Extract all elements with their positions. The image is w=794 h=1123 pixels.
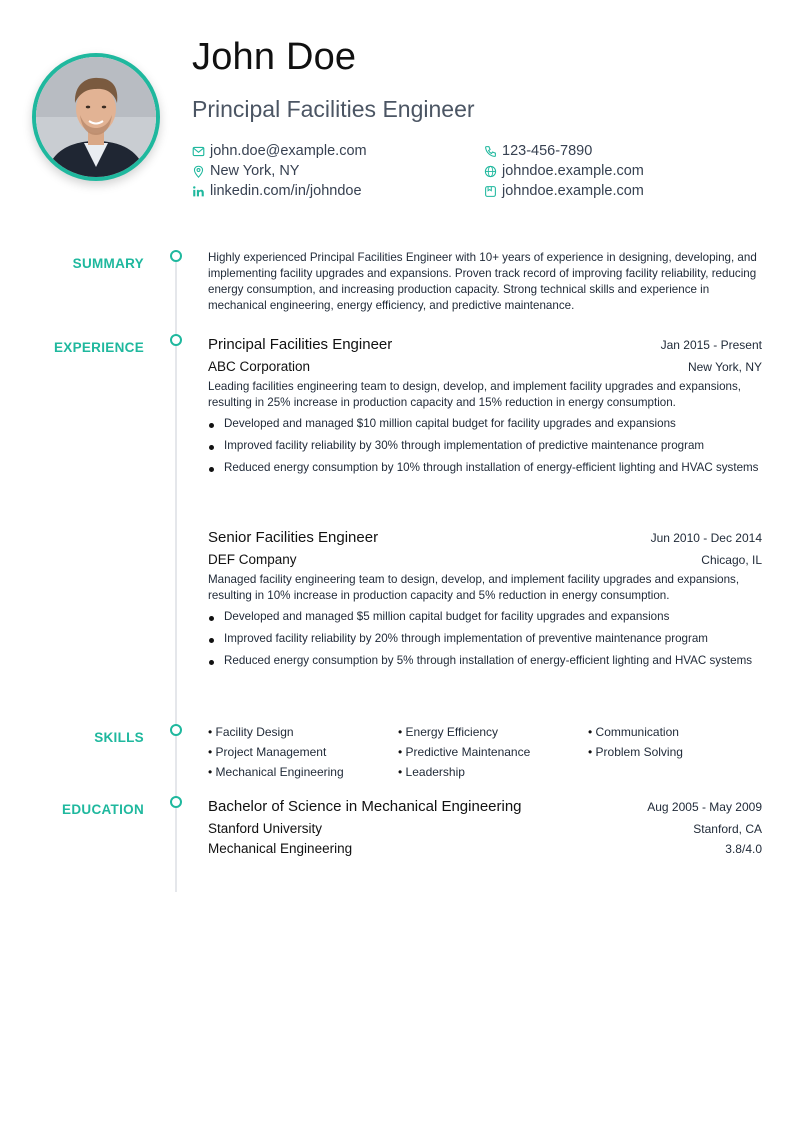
list-item: Reduced energy consumption by 5% through installation of energy-efficient lighting and HVAC systems	[208, 653, 762, 669]
experience-entry	[208, 529, 762, 669]
education-entry	[208, 798, 762, 856]
contact-linkedin-text: linkedin.com/in/johndoe	[210, 183, 362, 199]
skill-item: • Facility Design	[208, 724, 398, 740]
list-item: Developed and managed $5 million capital budget for facility upgrades and expansions	[208, 609, 762, 625]
job-description: Managed facility engineering team to design, develop, and implement facility upgrades and expansions, resulting in 10% increase in production capacity and 5% reduction in energy consumption.	[208, 573, 740, 602]
summary-text: Highly experienced Principal Facilities Engineer with 10+ years of experience in designing, developing, and implementing facility upgrades and expansions. Proven track record of improving facility reliability, reducing energy consumption, and increasing production capacity. Strong technical skills and experience in mechanical engineering, energy efficiency, and predictive maintenance.	[208, 251, 757, 312]
timeline-dot-education	[170, 796, 182, 808]
skills-grid	[208, 724, 762, 780]
profile-photo	[32, 53, 160, 181]
mail-icon	[192, 145, 205, 158]
timeline-dot-experience	[170, 334, 182, 346]
contact-website-text: johndoe.example.com	[502, 163, 644, 179]
job-description: Leading facilities engineering team to design, develop, and implement facility upgrades and expansions, resulting in 25% increase in production capacity and 15% reduction in energy consumption.	[208, 380, 742, 409]
candidate-title: Principal Facilities Engineer	[192, 96, 475, 122]
skill-item: • Leadership	[398, 764, 588, 780]
summary-section	[208, 250, 762, 314]
job-title: Principal Facilities Engineer	[208, 336, 393, 353]
education-major: Mechanical Engineering	[208, 841, 353, 856]
job-location: Chicago, IL	[701, 553, 762, 567]
location-pin-icon	[192, 165, 205, 178]
skill-item: • Energy Efficiency	[398, 724, 588, 740]
timeline-dot-skills	[170, 724, 182, 736]
contact-linkedin[interactable]	[192, 183, 362, 199]
list-item: Reduced energy consumption by 10% through installation of energy-efficient lighting and HVAC systems	[208, 460, 762, 476]
contact-phone[interactable]	[484, 143, 592, 159]
contact-email[interactable]	[192, 143, 367, 159]
education-dates: Aug 2005 - May 2009	[647, 800, 762, 814]
globe-icon	[484, 165, 497, 178]
job-company: ABC Corporation	[208, 359, 311, 374]
contact-portfolio[interactable]	[484, 183, 644, 199]
portfolio-icon	[484, 185, 497, 198]
experience-entry	[208, 336, 762, 476]
profile-photo-image	[36, 57, 156, 177]
contact-phone-text: 123-456-7890	[502, 143, 593, 159]
candidate-name: John Doe	[192, 36, 357, 78]
skill-item: • Mechanical Engineering	[208, 764, 398, 780]
linkedin-icon	[192, 185, 205, 198]
contact-location	[192, 163, 299, 179]
degree: Bachelor of Science in Mechanical Engineering	[208, 798, 522, 815]
job-title: Senior Facilities Engineer	[208, 529, 379, 546]
phone-icon	[484, 145, 497, 158]
job-bullets	[208, 609, 762, 669]
job-company: DEF Company	[208, 552, 297, 567]
school-location: Stanford, CA	[693, 822, 762, 836]
contact-portfolio-text: johndoe.example.com	[502, 183, 644, 199]
list-item: Improved facility reliability by 30% through implementation of predictive maintenance program	[208, 438, 762, 454]
section-label-experience: EXPERIENCE	[53, 340, 144, 355]
skill-item: • Communication	[588, 724, 762, 740]
job-bullets	[208, 416, 762, 476]
timeline-dot-summary	[170, 250, 182, 262]
section-label-education: EDUCATION	[62, 802, 144, 817]
job-dates: Jun 2010 - Dec 2014	[650, 531, 762, 545]
list-item: Improved facility reliability by 20% through implementation of preventive maintenance program	[208, 631, 762, 647]
school-name: Stanford University	[208, 821, 323, 836]
contact-location-text: New York, NY	[210, 163, 300, 179]
skills-section	[208, 724, 762, 780]
section-label-summary: SUMMARY	[72, 256, 144, 271]
skill-item: • Problem Solving	[588, 744, 762, 760]
job-dates: Jan 2015 - Present	[660, 338, 762, 352]
education-gpa: 3.8/4.0	[725, 842, 762, 856]
section-label-skills: SKILLS	[94, 730, 144, 745]
contact-website[interactable]	[484, 163, 644, 179]
skill-item: • Project Management	[208, 744, 398, 760]
contact-email-text: john.doe@example.com	[210, 143, 367, 159]
list-item: Developed and managed $10 million capital budget for facility upgrades and expansions	[208, 416, 762, 432]
skill-item: • Predictive Maintenance	[398, 744, 588, 760]
job-location: New York, NY	[687, 360, 762, 374]
